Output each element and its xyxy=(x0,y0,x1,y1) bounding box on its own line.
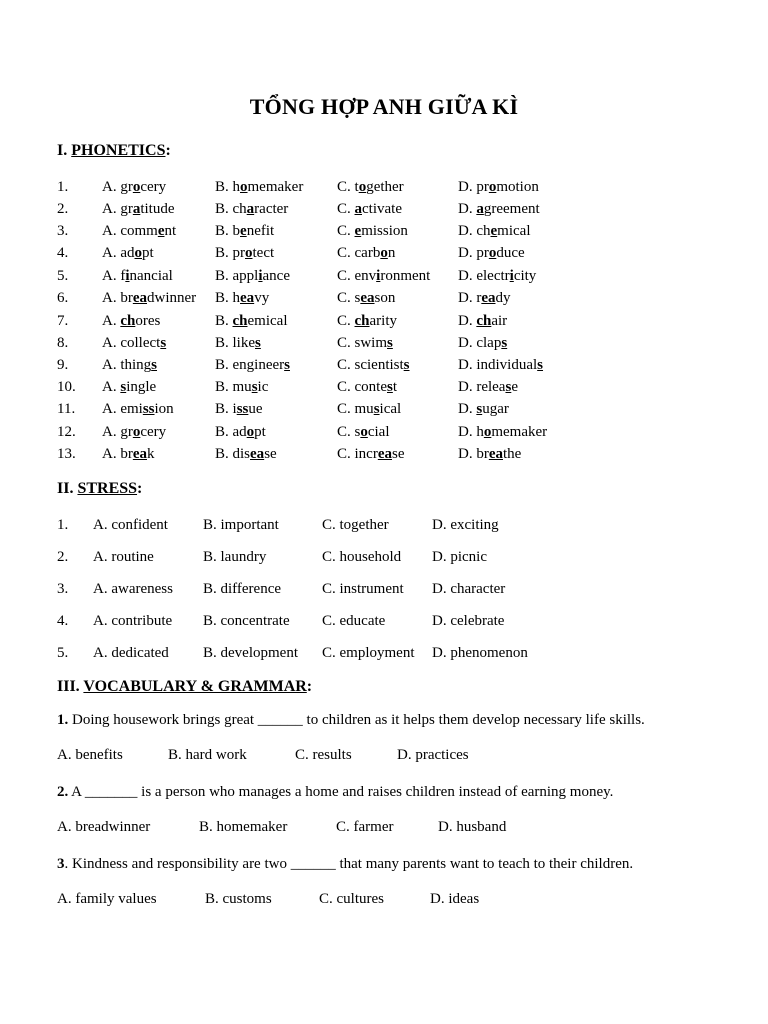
phonetics-row xyxy=(0,333,768,353)
option-b xyxy=(215,266,290,286)
underlined-sound: i xyxy=(376,268,381,284)
option-text: A. collect xyxy=(102,335,161,351)
option-text: emical xyxy=(247,313,288,329)
option-text: motion xyxy=(496,179,539,195)
option-a xyxy=(102,444,155,464)
item-number: 8. xyxy=(57,335,69,351)
option-a xyxy=(102,243,154,263)
option-c xyxy=(337,221,408,241)
answer-option: C. cultures xyxy=(319,891,384,907)
section-heading-vocabulary xyxy=(57,678,312,696)
item-number: 9. xyxy=(57,357,69,373)
answer-option: A. breadwinner xyxy=(57,819,151,835)
section-label: PHONETICS xyxy=(71,142,166,159)
option-text: cery xyxy=(140,179,167,195)
option-text: titude xyxy=(140,201,175,217)
item-number: 6. xyxy=(57,290,69,306)
option-text: B. appl xyxy=(215,268,259,284)
section-label: STRESS xyxy=(77,480,138,497)
option-text: A. xyxy=(102,379,121,395)
option-text: B. i xyxy=(215,401,237,417)
question-stem xyxy=(0,854,768,874)
option-text: C. mu xyxy=(337,401,374,417)
item-number: 11. xyxy=(57,401,76,417)
option-d xyxy=(458,377,518,397)
option-text: nancial xyxy=(129,268,173,284)
option-b: B. development xyxy=(203,645,298,661)
option-text: B. h xyxy=(215,179,241,195)
underlined-sound: i xyxy=(125,268,130,284)
option-text: vy xyxy=(254,290,270,306)
phonetics-row xyxy=(0,399,768,419)
item-number: 3. xyxy=(57,223,69,239)
option-text: A. gr xyxy=(102,179,133,195)
option-text: the xyxy=(503,446,522,462)
option-a xyxy=(102,333,166,353)
underlined-sound: o xyxy=(132,179,141,195)
option-text: se xyxy=(264,446,277,462)
underlined-sound: o xyxy=(240,179,248,195)
option-text: A. comm xyxy=(102,223,158,239)
option-text: ue xyxy=(248,401,263,417)
option-text: D. pr xyxy=(458,179,489,195)
option-d: D. exciting xyxy=(432,517,499,533)
underlined-sound: o xyxy=(246,424,255,440)
underlined-sound: s xyxy=(505,379,512,395)
option-text: D. h xyxy=(458,424,484,440)
phonetics-row xyxy=(0,221,768,241)
item-number: 5. xyxy=(57,645,69,661)
underlined-sound: i xyxy=(258,268,263,284)
answer-options xyxy=(0,889,768,909)
option-c: C. together xyxy=(322,517,389,533)
section-number: II. xyxy=(57,480,74,497)
option-text: D. xyxy=(458,401,477,417)
option-c: C. household xyxy=(322,549,402,565)
option-text: greement xyxy=(483,201,540,217)
phonetics-row xyxy=(0,311,768,331)
underlined-sound: ea xyxy=(377,446,392,462)
option-b: B. difference xyxy=(203,581,282,597)
option-text: ic xyxy=(257,379,269,395)
underlined-sound: s xyxy=(120,379,127,395)
answer-option: B. customs xyxy=(205,891,272,907)
option-text: B. dis xyxy=(215,446,251,462)
option-text: A. br xyxy=(102,446,133,462)
option-text: n xyxy=(387,245,396,261)
option-c xyxy=(337,266,430,286)
underlined-sound: a xyxy=(246,201,255,217)
stress-row xyxy=(0,643,768,663)
option-text: se xyxy=(392,446,405,462)
underlined-sound: ch xyxy=(232,313,248,329)
option-c xyxy=(337,199,402,219)
phonetics-row xyxy=(0,243,768,263)
item-number: 4. xyxy=(57,613,69,629)
option-d: D. character xyxy=(432,581,506,597)
phonetics-row xyxy=(0,266,768,286)
option-a xyxy=(102,221,176,241)
question-text xyxy=(57,710,645,730)
option-d xyxy=(458,199,540,219)
answer-option: C. results xyxy=(295,747,352,763)
underlined-sound: a xyxy=(354,201,363,217)
option-text: ance xyxy=(262,268,290,284)
answer-option: D. ideas xyxy=(430,891,480,907)
phonetics-row xyxy=(0,199,768,219)
option-text: memaker xyxy=(247,179,304,195)
option-text: D. clap xyxy=(458,335,502,351)
option-text: C. env xyxy=(337,268,377,284)
option-text: C. conte xyxy=(337,379,387,395)
option-c xyxy=(337,377,397,397)
option-text: C. scientist xyxy=(337,357,404,373)
underlined-sound: o xyxy=(245,245,253,261)
option-c xyxy=(337,311,397,331)
option-a: A. dedicated xyxy=(93,645,169,661)
item-number: 1. xyxy=(57,517,69,533)
option-text: C. s xyxy=(337,424,361,440)
question-number: 1. xyxy=(57,712,69,728)
option-text: C. incr xyxy=(337,446,378,462)
question-stem xyxy=(0,782,768,802)
option-text: son xyxy=(374,290,396,306)
underlined-sound: ch xyxy=(354,313,370,329)
option-a: A. routine xyxy=(93,549,154,565)
item-number: 2. xyxy=(57,549,69,565)
underlined-sound: a xyxy=(476,201,484,217)
underlined-sound: s xyxy=(284,357,290,373)
underlined-sound: ch xyxy=(120,313,136,329)
phonetics-row xyxy=(0,422,768,442)
option-text: air xyxy=(491,313,508,329)
option-a xyxy=(102,199,175,219)
option-b xyxy=(215,333,261,353)
option-text: tect xyxy=(252,245,275,261)
option-text: dwinner xyxy=(147,290,197,306)
option-c xyxy=(337,355,410,375)
option-b xyxy=(215,177,303,197)
item-number: 12. xyxy=(57,424,76,440)
answer-option: C. farmer xyxy=(336,819,394,835)
stress-row xyxy=(0,547,768,567)
option-a xyxy=(102,377,156,397)
option-a xyxy=(102,399,174,419)
answer-options xyxy=(0,745,768,765)
option-text: t xyxy=(392,379,398,395)
underlined-sound: o xyxy=(488,245,497,261)
option-a xyxy=(102,177,166,197)
option-d xyxy=(458,355,543,375)
phonetics-row xyxy=(0,377,768,397)
section-number: I. xyxy=(57,142,68,159)
underlined-sound: ea xyxy=(132,446,147,462)
option-b xyxy=(215,444,277,464)
option-text: C. xyxy=(337,313,355,329)
option-c: C. employment xyxy=(322,645,415,661)
section-colon: : xyxy=(306,678,313,695)
option-text: duce xyxy=(496,245,525,261)
option-text: B. pr xyxy=(215,245,245,261)
section-heading-stress xyxy=(57,480,142,498)
option-text: A. xyxy=(102,313,121,329)
underlined-sound: s xyxy=(151,357,158,373)
option-text: D. xyxy=(458,201,477,217)
option-a xyxy=(102,422,166,442)
question-body: Doing housework brings great ______ to children as it helps them develop necessary life skills. xyxy=(68,712,645,728)
underlined-sound: o xyxy=(132,424,141,440)
option-text: ion xyxy=(154,401,174,417)
answer-option: B. homemaker xyxy=(199,819,288,835)
section-colon: : xyxy=(137,480,143,497)
underlined-sound: e xyxy=(490,223,498,239)
option-a xyxy=(102,355,157,375)
section-colon: : xyxy=(165,142,171,159)
option-text: gether xyxy=(366,179,404,195)
stress-row xyxy=(0,515,768,535)
answer-option: A. family values xyxy=(57,891,157,907)
underlined-sound: o xyxy=(358,179,367,195)
phonetics-row xyxy=(0,444,768,464)
underlined-sound: s xyxy=(387,379,393,395)
underlined-sound: i xyxy=(509,268,514,284)
option-c xyxy=(337,422,390,442)
answer-options xyxy=(0,817,768,837)
item-number: 7. xyxy=(57,313,69,329)
option-d xyxy=(458,333,507,353)
question-number: 2. xyxy=(57,784,69,800)
option-text: C. swim xyxy=(337,335,388,351)
option-text: nt xyxy=(164,223,177,239)
option-text: arity xyxy=(369,313,398,329)
option-text: ronment xyxy=(380,268,431,284)
option-d xyxy=(458,177,539,197)
underlined-sound: o xyxy=(360,424,368,440)
answer-option: A. benefits xyxy=(57,747,123,763)
underlined-sound: ea xyxy=(360,290,375,306)
option-text: D. pr xyxy=(458,245,489,261)
option-d: D. celebrate xyxy=(432,613,505,629)
option-text: B. like xyxy=(215,335,255,351)
item-number: 5. xyxy=(57,268,69,284)
underlined-sound: s xyxy=(537,357,544,373)
option-text: dy xyxy=(495,290,511,306)
underlined-sound: s xyxy=(373,401,380,417)
underlined-sound: ea xyxy=(488,446,503,462)
option-text: ctivate xyxy=(362,201,402,217)
option-text: D. r xyxy=(458,290,482,306)
option-text: C. xyxy=(337,223,355,239)
option-text: city xyxy=(513,268,537,284)
option-d xyxy=(458,444,521,464)
underlined-sound: s xyxy=(501,335,508,351)
option-d: D. picnic xyxy=(432,549,487,565)
option-c xyxy=(337,288,395,308)
option-text: A. emi xyxy=(102,401,143,417)
stress-row xyxy=(0,611,768,631)
phonetics-row xyxy=(0,177,768,197)
option-c: C. instrument xyxy=(322,581,404,597)
underlined-sound: s xyxy=(255,335,261,351)
question-body: A _______ is a person who manages a home and raises children instead of earning money. xyxy=(68,784,614,800)
option-c xyxy=(337,333,393,353)
option-text: B. ad xyxy=(215,424,247,440)
option-text: D. electr xyxy=(458,268,510,284)
underlined-sound: e xyxy=(240,223,247,239)
option-b xyxy=(215,311,288,331)
option-text: D. individual xyxy=(458,357,538,373)
underlined-sound: e xyxy=(157,223,165,239)
option-d xyxy=(458,399,509,419)
option-text: B. engineer xyxy=(215,357,285,373)
option-b xyxy=(215,422,266,442)
option-d xyxy=(458,288,511,308)
item-number: 1. xyxy=(57,179,69,195)
section-label: VOCABULARY & GRAMMAR xyxy=(83,678,307,695)
question-text xyxy=(57,782,613,802)
underlined-sound: e xyxy=(354,223,362,239)
option-d xyxy=(458,422,547,442)
option-text: A. thing xyxy=(102,357,152,373)
option-b: B. concentrate xyxy=(203,613,290,629)
option-text: A. br xyxy=(102,290,133,306)
answer-option: D. husband xyxy=(438,819,507,835)
option-text: k xyxy=(147,446,155,462)
option-text: B. ch xyxy=(215,201,247,217)
underlined-sound: o xyxy=(380,245,388,261)
option-text: pt xyxy=(254,424,266,440)
option-b xyxy=(215,355,290,375)
option-text: C. xyxy=(337,201,355,217)
underlined-sound: s xyxy=(251,379,258,395)
option-text: pt xyxy=(142,245,154,261)
option-b xyxy=(215,243,274,263)
option-d xyxy=(458,266,536,286)
option-b xyxy=(215,399,263,419)
question-stem xyxy=(0,710,768,730)
option-text: D. ch xyxy=(458,223,491,239)
option-text: e xyxy=(511,379,518,395)
answer-option: B. hard work xyxy=(168,747,247,763)
question-body: . Kindness and responsibility are two ______ that many parents want to teach to their children. xyxy=(64,856,634,872)
option-text: A. gr xyxy=(102,424,133,440)
option-b xyxy=(215,221,274,241)
option-a: A. confident xyxy=(93,517,168,533)
option-a: A. awareness xyxy=(93,581,173,597)
item-number: 4. xyxy=(57,245,69,261)
underlined-sound: ea xyxy=(240,290,255,306)
option-text: cial xyxy=(367,424,390,440)
phonetics-row xyxy=(0,288,768,308)
item-number: 10. xyxy=(57,379,76,395)
option-text: C. t xyxy=(337,179,359,195)
page-title: TỔNG HỢP ANH GIỮA KÌ xyxy=(249,94,519,119)
option-c xyxy=(337,177,404,197)
option-text: D. xyxy=(458,313,477,329)
option-text: B. xyxy=(215,313,233,329)
question-number: 3 xyxy=(57,856,65,872)
item-number: 3. xyxy=(57,581,69,597)
option-b xyxy=(215,199,288,219)
option-text: memaker xyxy=(491,424,548,440)
question-text xyxy=(57,854,633,874)
section-number: III. xyxy=(57,678,80,695)
underlined-sound: ss xyxy=(142,401,155,417)
option-text: ores xyxy=(135,313,161,329)
option-c xyxy=(337,243,395,263)
underlined-sound: o xyxy=(134,245,142,261)
underlined-sound: ss xyxy=(236,401,249,417)
option-text: nefit xyxy=(246,223,275,239)
underlined-sound: s xyxy=(160,335,167,351)
option-b xyxy=(215,288,269,308)
underlined-sound: ea xyxy=(250,446,265,462)
option-a xyxy=(102,288,196,308)
option-c xyxy=(337,444,405,464)
stress-row xyxy=(0,579,768,599)
option-text: A. gr xyxy=(102,201,133,217)
section-heading-phonetics xyxy=(57,142,171,160)
underlined-sound: s xyxy=(403,357,410,373)
option-text: B. mu xyxy=(215,379,252,395)
option-a xyxy=(102,311,160,331)
item-number: 13. xyxy=(57,446,76,462)
underlined-sound: s xyxy=(476,401,483,417)
option-d: D. phenomenon xyxy=(432,645,528,661)
phonetics-row xyxy=(0,355,768,375)
option-text: mission xyxy=(361,223,408,239)
option-c: C. educate xyxy=(322,613,386,629)
answer-option: D. practices xyxy=(397,747,469,763)
option-text: A. f xyxy=(102,268,126,284)
option-text: racter xyxy=(254,201,289,217)
option-text: B. b xyxy=(215,223,241,239)
option-text: mical xyxy=(497,223,531,239)
option-b xyxy=(215,377,268,397)
option-text: ingle xyxy=(126,379,157,395)
option-text: D. relea xyxy=(458,379,506,395)
option-text: ical xyxy=(379,401,402,417)
option-b: B. important xyxy=(203,517,279,533)
option-a: A. contribute xyxy=(93,613,173,629)
underlined-sound: ch xyxy=(476,313,492,329)
underlined-sound: o xyxy=(488,179,497,195)
option-a xyxy=(102,266,173,286)
option-text: A. ad xyxy=(102,245,135,261)
underlined-sound: ea xyxy=(132,290,147,306)
underlined-sound: o xyxy=(483,424,492,440)
option-text: C. s xyxy=(337,290,361,306)
underlined-sound: a xyxy=(132,201,141,217)
underlined-sound: ea xyxy=(481,290,496,306)
option-text: B. h xyxy=(215,290,241,306)
option-text: D. br xyxy=(458,446,489,462)
option-d xyxy=(458,243,525,263)
underlined-sound: s xyxy=(387,335,393,351)
option-text: C. carb xyxy=(337,245,381,261)
option-text: cery xyxy=(140,424,167,440)
option-b: B. laundry xyxy=(203,549,267,565)
option-d xyxy=(458,221,531,241)
option-d xyxy=(458,311,507,331)
option-text: ugar xyxy=(482,401,509,417)
option-c xyxy=(337,399,401,419)
item-number: 2. xyxy=(57,201,69,217)
